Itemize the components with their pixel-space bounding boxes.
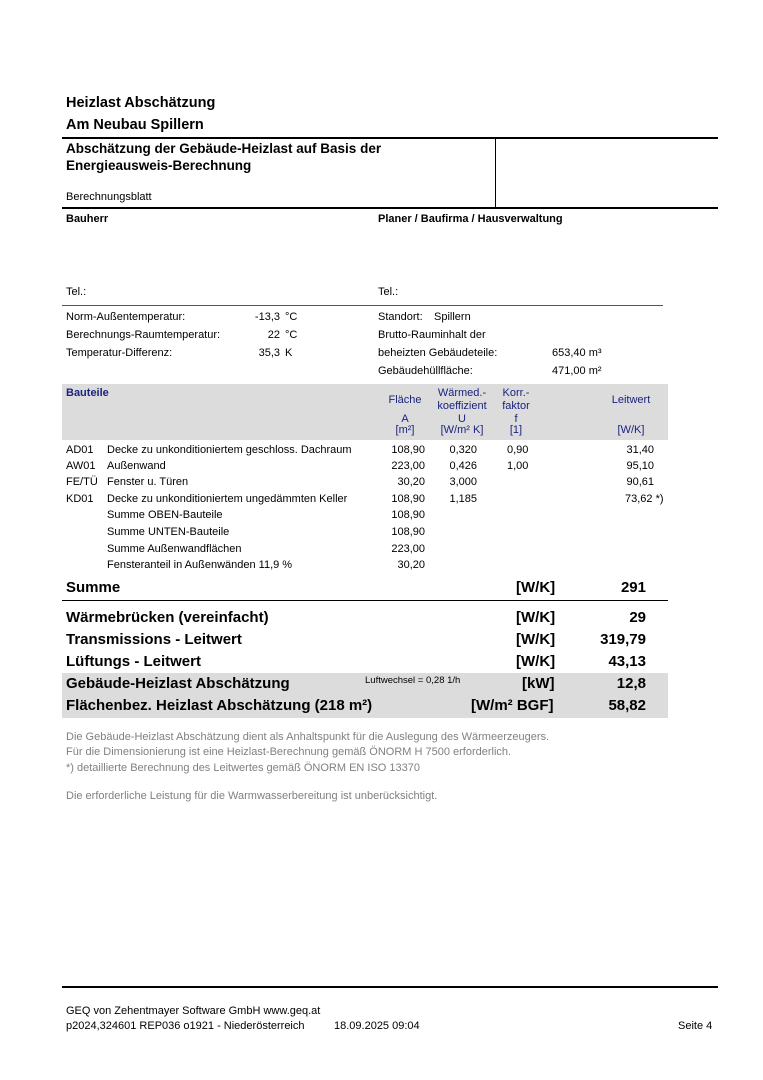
envelope-value: 471,00 m² — [552, 365, 602, 377]
row-code: KD01 — [66, 493, 94, 505]
row-f: 0,90 — [507, 444, 529, 456]
header-divider — [495, 139, 496, 208]
note-2: Für die Dimensionierung ist eine Heizlast-Berechnung gemäß ÖNORM H 7500 erforderlich. — [66, 746, 512, 758]
transmission-value: 319,79 — [600, 631, 646, 648]
planner-tel-label: Tel.: — [378, 286, 399, 298]
col-u-symbol: U — [458, 413, 466, 425]
envelope-label: Gebäudehüllfläche: — [378, 365, 473, 377]
col-f-unit: [1] — [509, 424, 523, 436]
row-l: 90,61 — [626, 476, 654, 488]
row-area: 108,90 — [391, 509, 425, 521]
sheet-label: Berechnungsblatt — [66, 191, 152, 203]
room-temp-label: Berechnungs-Raumtemperatur: — [66, 329, 221, 341]
volume-label-2: beheizten Gebäudeteile: — [378, 347, 498, 359]
row-area: 108,90 — [391, 444, 425, 456]
note-3: *) detaillierte Berechnung des Leitwertes gemäß ÖNORM EN ISO 13370 — [66, 762, 420, 774]
owner-label: Bauherr — [66, 213, 109, 225]
col-u-header-2: koeffizient — [437, 400, 487, 412]
owner-tel-label: Tel.: — [66, 286, 87, 298]
heating-load-value: 12,8 — [616, 675, 646, 692]
col-f-header-2: faktor — [502, 400, 530, 412]
room-temp-value: 22 — [267, 329, 280, 341]
row-desc: Summe UNTEN-Bauteile — [107, 526, 230, 538]
row-l: 95,10 — [626, 460, 654, 472]
temp-diff-unit: K — [285, 347, 293, 359]
location-label: Standort: — [378, 311, 423, 323]
area-load-value: 58,82 — [608, 697, 646, 714]
sum-unit: [W/K] — [516, 579, 556, 596]
subtitle-line-1: Abschätzung der Gebäude-Heizlast auf Basis der — [66, 141, 382, 156]
row-desc: Fenster u. Türen — [107, 476, 189, 488]
sheet-rule — [62, 207, 718, 209]
note-4: Die erforderliche Leistung für die Warmwasserbereitung ist unberücksichtigt. — [66, 790, 438, 802]
temp-diff-value: 35,3 — [258, 347, 280, 359]
row-l: 31,40 — [626, 444, 654, 456]
project-name: Am Neubau Spillern — [66, 117, 204, 133]
outside-temp-unit: °C — [285, 311, 298, 323]
col-area-unit: [m²] — [395, 424, 415, 436]
ventilation-unit: [W/K] — [516, 653, 556, 670]
area-load-unit: [W/m² BGF] — [471, 697, 554, 714]
row-code: FE/TÜ — [66, 476, 98, 488]
sum-label: Summe — [66, 579, 121, 596]
sum-rule — [62, 600, 668, 601]
row-f: 1,00 — [507, 460, 529, 472]
row-desc: Decke zu unkonditioniertem geschloss. Dachraum — [107, 444, 352, 456]
col-parts-header: Bauteile — [66, 387, 109, 399]
subtitle-line-2: Energieausweis-Berechnung — [66, 158, 252, 173]
outside-temp-label: Norm-Außentemperatur: — [66, 311, 186, 323]
col-l-unit: [W/K] — [617, 424, 645, 436]
parties-rule — [62, 305, 663, 306]
volume-value: 653,40 m³ — [552, 347, 602, 359]
ventilation-value: 43,13 — [608, 653, 646, 670]
note-1: Die Gebäude-Heizlast Abschätzung dient als Anhaltspunkt für die Auslegung des Wärmeerzeugers. — [66, 731, 550, 743]
footer-date: 18.09.2025 09:04 — [334, 1020, 420, 1032]
row-desc: Außenwand — [107, 460, 166, 472]
row-desc: Summe Außenwandflächen — [107, 543, 242, 555]
transmission-label: Transmissions - Leitwert — [66, 631, 242, 648]
air-change-note: Luftwechsel = 0,28 1/h — [365, 675, 461, 686]
outside-temp-value: -13,3 — [254, 311, 280, 323]
row-code: AD01 — [66, 444, 94, 456]
row-u: 3,000 — [449, 476, 477, 488]
row-desc: Summe OBEN-Bauteile — [107, 509, 223, 521]
row-area: 223,00 — [391, 543, 425, 555]
row-l: 73,62 *) — [625, 493, 664, 505]
footer-reference: p2024,324601 REP036 o1921 - Niederösterreich — [66, 1020, 305, 1032]
footer-rule — [62, 986, 718, 988]
col-f-header-1: Korr.- — [502, 387, 530, 399]
bridges-unit: [W/K] — [516, 609, 556, 626]
heating-load-unit: [kW] — [522, 675, 555, 692]
document-title: Heizlast Abschätzung — [66, 95, 216, 111]
col-l-header: Leitwert — [611, 394, 651, 406]
room-temp-unit: °C — [285, 329, 298, 341]
transmission-unit: [W/K] — [516, 631, 556, 648]
bridges-label: Wärmebrücken (vereinfacht) — [66, 609, 269, 626]
header-rule — [62, 137, 718, 139]
area-load-label: Flächenbez. Heizlast Abschätzung (218 m²) — [66, 697, 373, 714]
col-u-header-1: Wärmed.- — [437, 387, 487, 399]
page-number: Seite 4 — [678, 1020, 713, 1032]
footer-company: GEQ von Zehentmayer Software GmbH www.geq.at — [66, 1005, 321, 1017]
row-area: 223,00 — [391, 460, 425, 472]
col-area-header: Fläche — [388, 394, 422, 406]
row-u: 1,185 — [449, 493, 477, 505]
volume-label-1: Brutto-Rauminhalt der — [378, 329, 486, 341]
row-u: 0,320 — [449, 444, 477, 456]
col-f-symbol: f — [514, 413, 518, 425]
planner-label: Planer / Baufirma / Hausverwaltung — [378, 213, 563, 225]
ventilation-label: Lüftungs - Leitwert — [66, 653, 201, 670]
row-u: 0,426 — [449, 460, 477, 472]
row-code: AW01 — [66, 460, 96, 472]
col-area-symbol: A — [401, 413, 409, 425]
row-desc: Decke zu unkonditioniertem ungedämmten Keller — [107, 493, 348, 505]
temp-diff-label: Temperatur-Differenz: — [66, 347, 173, 359]
location-value: Spillern — [434, 311, 471, 323]
bridges-value: 29 — [629, 609, 646, 626]
table-header-band — [62, 384, 668, 440]
sum-value: 291 — [620, 579, 646, 596]
heating-load-label: Gebäude-Heizlast Abschätzung — [66, 675, 290, 692]
row-area: 30,20 — [397, 559, 425, 571]
row-area: 108,90 — [391, 526, 425, 538]
row-area: 30,20 — [397, 476, 425, 488]
col-u-unit: [W/m² K] — [440, 424, 484, 436]
row-area: 108,90 — [391, 493, 425, 505]
row-desc: Fensteranteil in Außenwänden 11,9 % — [107, 559, 293, 571]
